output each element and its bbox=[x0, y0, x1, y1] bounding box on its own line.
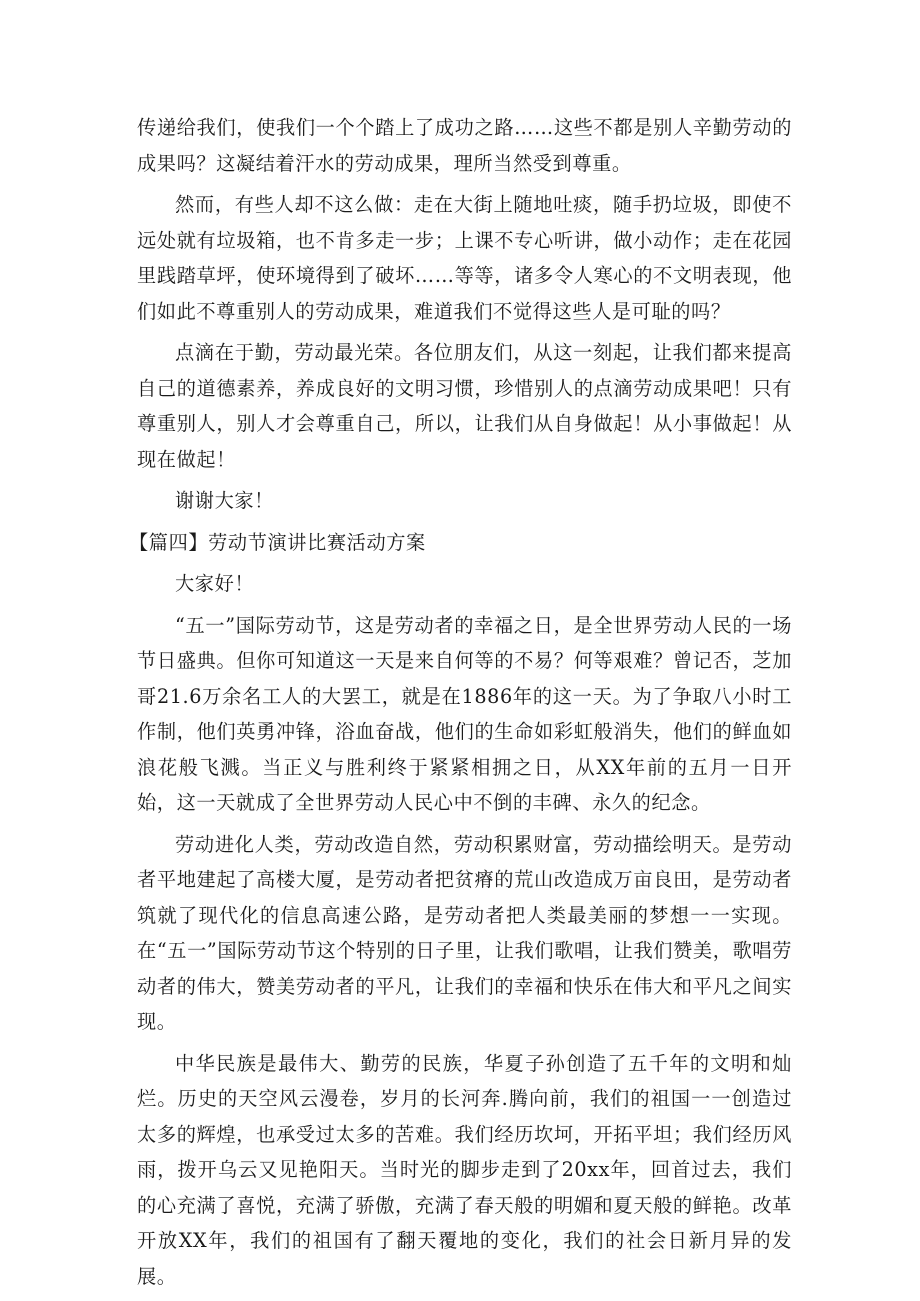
paragraph-continuation: 传递给我们，使我们一个个踏上了成功之路……这些不都是别人辛勤劳动的成果吗？这凝结着汗水的劳动成果，理所当然受到尊重。 bbox=[137, 116, 792, 175]
section-title: 【篇四】劳动节演讲比赛活动方案 bbox=[129, 530, 426, 554]
paragraph-thanks: 谢谢大家！ bbox=[175, 489, 274, 512]
paragraph-labor-praise: 劳动进化人类，劳动改造自然，劳动积累财富，劳动描绘明天。是劳动者平地建起了高楼大厦，是劳动者把贫瘠的荒山改造成万亩良田，是劳动者筑就了现代化的信息高速公路，是劳动者把人类最美丽的梦想一一实现。在“五一”国际劳动节这个特别的日子里，让我们歌唱，让我们赞美，歌唱劳动者的伟大，赞美劳动者的平凡，让我们的幸福和快乐在伟大和平凡之间实现。 bbox=[137, 832, 792, 1033]
paragraph-chinese-nation: 中华民族是最伟大、勤劳的民族，华夏子孙创造了五千年的文明和灿烂。历史的天空风云漫卷，岁月的长河奔.腾向前，我们的祖国一一创造过太多的辉煌，也承受过太多的苦难。我们经历坎坷，开拓平坦；我们经历风雨，拨开乌云又见艳阳天。当时光的脚步走到了20xx年，回首过去，我们的心充满了喜悦，充满了骄傲，充满了春天般的明媚和夏天般的鲜艳。改革开放XX年，我们的祖国有了翻天覆地的变化，我们的社会日新月异的发展。 bbox=[137, 1051, 792, 1288]
paragraph-greeting: 大家好！ bbox=[175, 572, 255, 595]
paragraph-uncivilized-behavior: 然而，有些人却不这么做：走在大街上随地吐痰，随手扔垃圾，即使不远处就有垃圾箱，也不肯多走一步；上课不专心听讲，做小动作；走在花园里践踏草坪，使环境得到了破坏……等等，诸多令人寒心的不文明表现，他们如此不尊重别人的劳动成果，难道我们不觉得这些人是可耻的吗？ bbox=[137, 193, 792, 323]
document-page bbox=[129, 110, 792, 1294]
paragraph-may-day-history: “五一”国际劳动节，这是劳动者的幸福之日，是全世界劳动人民的一场节日盛典。但你可知道这一天是来自何等的不易？何等艰难？曾记否，芝加哥21.6万余名工人的大罢工，就是在1886年的这一天。为了争取八小时工作制，他们英勇冲锋，浴血奋战，他们的生命如彩虹般消失，他们的鲜血如浪花般飞溅。当正义与胜利终于紧紧相拥之日，从XX年前的五月一日开始，这一天就成了全世界劳动人民心中不倒的丰碑、永久的纪念。 bbox=[137, 613, 792, 814]
paragraph-call-to-action: 点滴在于勤，劳动最光荣。各位朋友们，从这一刻起，让我们都来提高自己的道德素养，养成良好的文明习惯，珍惜别人的点滴劳动成果吧！只有尊重别人，别人才会尊重自己，所以，让我们从自身做起！从小事做起！从现在做起！ bbox=[137, 341, 792, 471]
